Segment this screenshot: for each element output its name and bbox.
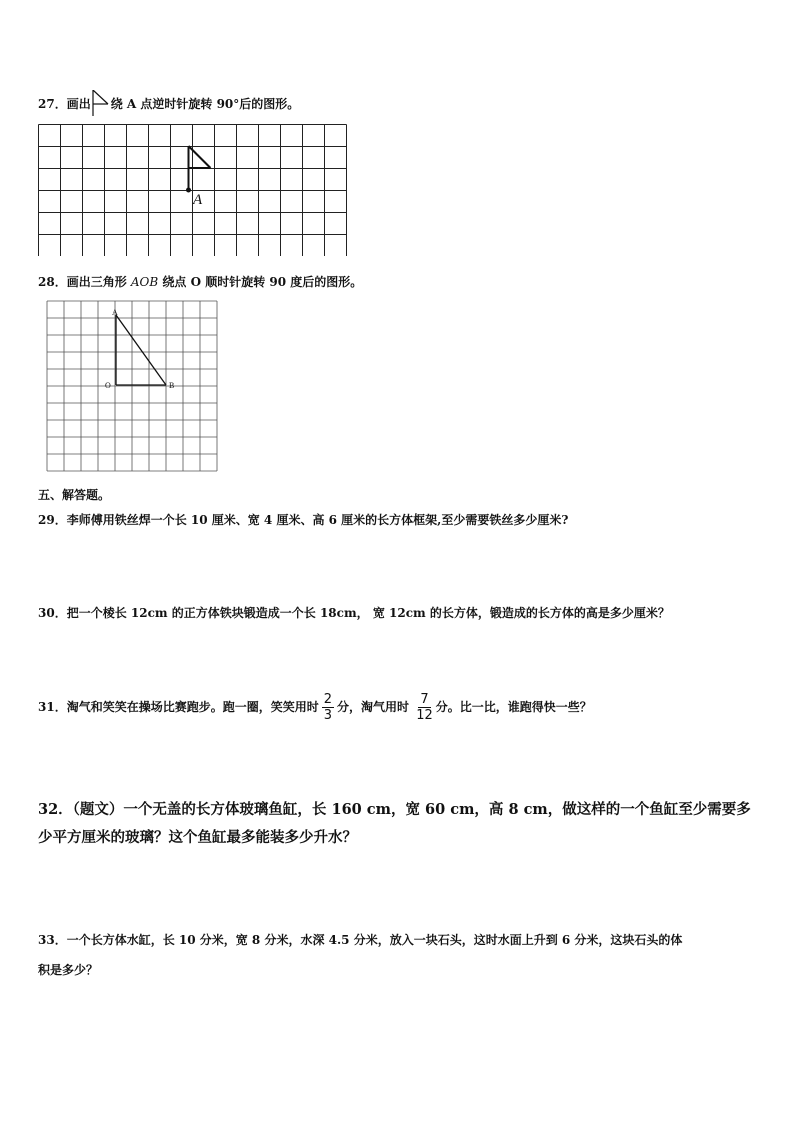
triangle-name: AOB — [130, 275, 159, 289]
question-line-1: 33．一个长方体水缸，长 10 分米，宽 8 分米，水深 4.5 分米，放入一块石头，这时水面上升到 6 分米，这块石头的体 — [38, 933, 683, 947]
question-33 — [38, 925, 682, 985]
flag-figure — [186, 146, 211, 193]
point-a-label: A — [193, 192, 203, 208]
question-27 — [38, 90, 299, 118]
section-title: 五、解答题。 — [38, 488, 111, 502]
label-b: B — [169, 381, 175, 390]
question-line-2: 少平方厘米的玻璃？这个鱼缸最多能装多少升水？ — [38, 829, 357, 846]
triangle-aob — [116, 315, 166, 385]
question-text-part2: 分，淘气用时 — [337, 700, 410, 714]
question-text: 把一个棱长 12cm 的正方体铁块锻造成一个长 18cm， 宽 12cm 的长方体，锻造成的长方体的高是多少厘米？ — [66, 606, 670, 620]
question-line-2: 积是多少？ — [38, 963, 99, 977]
question-text: 李师傅用铁丝焊一个长 10 厘米、宽 4 厘米、高 6 厘米的长方体框架,至少需要铁丝多少厘米? — [66, 513, 569, 527]
question-number: 30． — [38, 606, 67, 620]
question-number: 28． — [38, 275, 67, 289]
fraction-2-3: $\frac{2}{3}$ — [323, 692, 332, 723]
flag-shape-icon — [91, 90, 111, 118]
question-text-part3: 分。比一比，谁跑得快一些？ — [435, 700, 592, 714]
question-number: 29． — [38, 513, 67, 527]
question-number: 31． — [38, 700, 67, 714]
question-text-part1: 淘气和笑笑在操场比赛跑步。跑一圈，笑笑用时 — [66, 700, 319, 714]
question-30 — [38, 604, 670, 621]
grid-28 — [46, 300, 220, 472]
point-a — [186, 188, 191, 193]
question-number: 27． — [38, 97, 67, 111]
question-text-after: 绕点 O 顺时针旋转 90 度后的图形。 — [158, 275, 363, 289]
question-text-before: 画出三角形 — [66, 275, 131, 289]
question-28 — [38, 273, 362, 290]
question-text-before: 画出 — [66, 97, 91, 111]
question-31 — [38, 692, 592, 723]
grid-27 — [37, 124, 361, 256]
question-32 — [38, 796, 751, 852]
question-29 — [38, 511, 568, 528]
label-o: O — [105, 381, 111, 390]
fraction-7-12: $\frac{7}{12}$ — [416, 692, 433, 723]
label-a: A — [112, 308, 118, 317]
question-line-1: 32．（题文）一个无盖的长方体玻璃鱼缸，长 160 cm，宽 60 cm，高 8 cm，做这样的一个鱼缸至少需要多 — [38, 801, 751, 818]
question-text-after: 绕 A 点逆时针旋转 90°后的图形。 — [110, 97, 300, 111]
